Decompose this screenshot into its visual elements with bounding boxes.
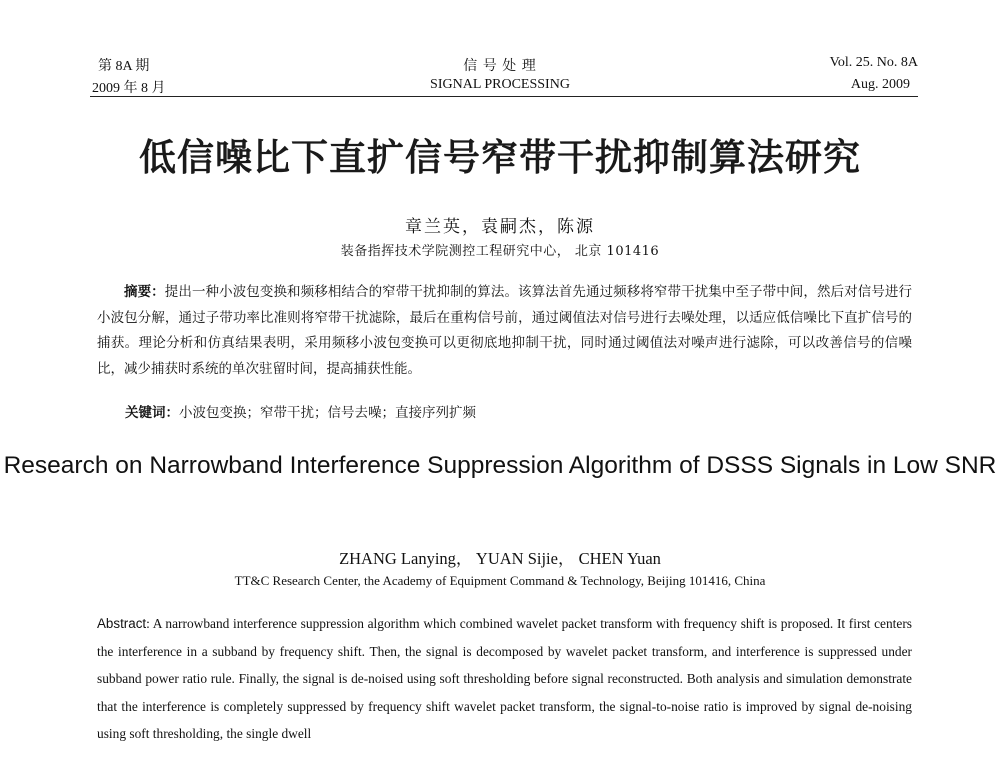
keywords-cn-text: 小波包变换；窄带干扰；信号去噪；直接序列扩频	[179, 405, 476, 421]
abstract-cn-label: 摘要：	[124, 284, 165, 300]
abstract-en	[97, 610, 912, 748]
issue-date: 2009 年 8 月	[92, 81, 166, 96]
keywords-cn-label: 关键词：	[125, 405, 179, 421]
issue-number: 第 8A 期	[98, 59, 150, 74]
paper-title-en: Research on Narrowband Interference Suppression Algorithm of DSSS Signals in Low SNR	[3, 452, 997, 479]
journal-name-cn: 信 号 处 理	[463, 59, 537, 74]
abstract-en-label: Abstract	[97, 616, 147, 631]
abstract-en-text: : A narrowband interference suppression algorithm which combined wavelet packet transform with frequency shift is proposed. It first centers the interference in a subband by frequency shift. Then, the signal is decomposed by wavelet packet transform, and interference is suppressed under subband power ratio rule. Finally, the signal is de-noised using soft thresholding before signal reconstructed. Both analysis and simulation demonstrate that the interference is completely suppressed by frequency shift wavelet packet transform, the signal-to-noise ratio is improved by signal de-noising using soft thresholding, the single dwell	[97, 616, 912, 741]
volume-number: Vol. 25. No. 8A	[829, 55, 918, 70]
keywords-cn	[125, 401, 476, 421]
journal-name-en: SIGNAL PROCESSING	[430, 77, 570, 92]
affiliation-en: TT&C Research Center, the Academy of Equipment Command & Technology, Beijing 101416, China	[234, 573, 766, 588]
authors-en: ZHANG Lanying， YUAN Sijie， CHEN Yuan	[339, 549, 661, 568]
abstract-cn-text: 提出一种小波包变换和频移相结合的窄带干扰抑制的算法。该算法首先通过频移将窄带干扰集中至子带中间，然后对信号进行小波包分解，通过子带功率比准则将窄带干扰滤除，最后在重构信号前，通过阈值法对信号进行去噪处理，以适应低信噪比下直扩信号的捕获。理论分析和仿真结果表明，采用频移小波包变换可以更彻底地抑制干扰，同时通过阈值法对噪声进行滤除，可以改善信号的信噪比，减少捕获时系统的单次驻留时间，提高捕获性能。	[97, 284, 913, 377]
issue-date-en: Aug. 2009	[850, 77, 910, 92]
header-rule	[90, 96, 918, 97]
authors-cn: 章兰英，袁嗣杰，陈源	[405, 217, 595, 237]
affiliation-cn: 装备指挥技术学院测控工程研究中心， 北京 101416	[340, 244, 660, 259]
abstract-cn	[97, 280, 912, 382]
paper-title-cn: 低信噪比下直扩信号窄带干扰抑制算法研究	[139, 136, 861, 179]
